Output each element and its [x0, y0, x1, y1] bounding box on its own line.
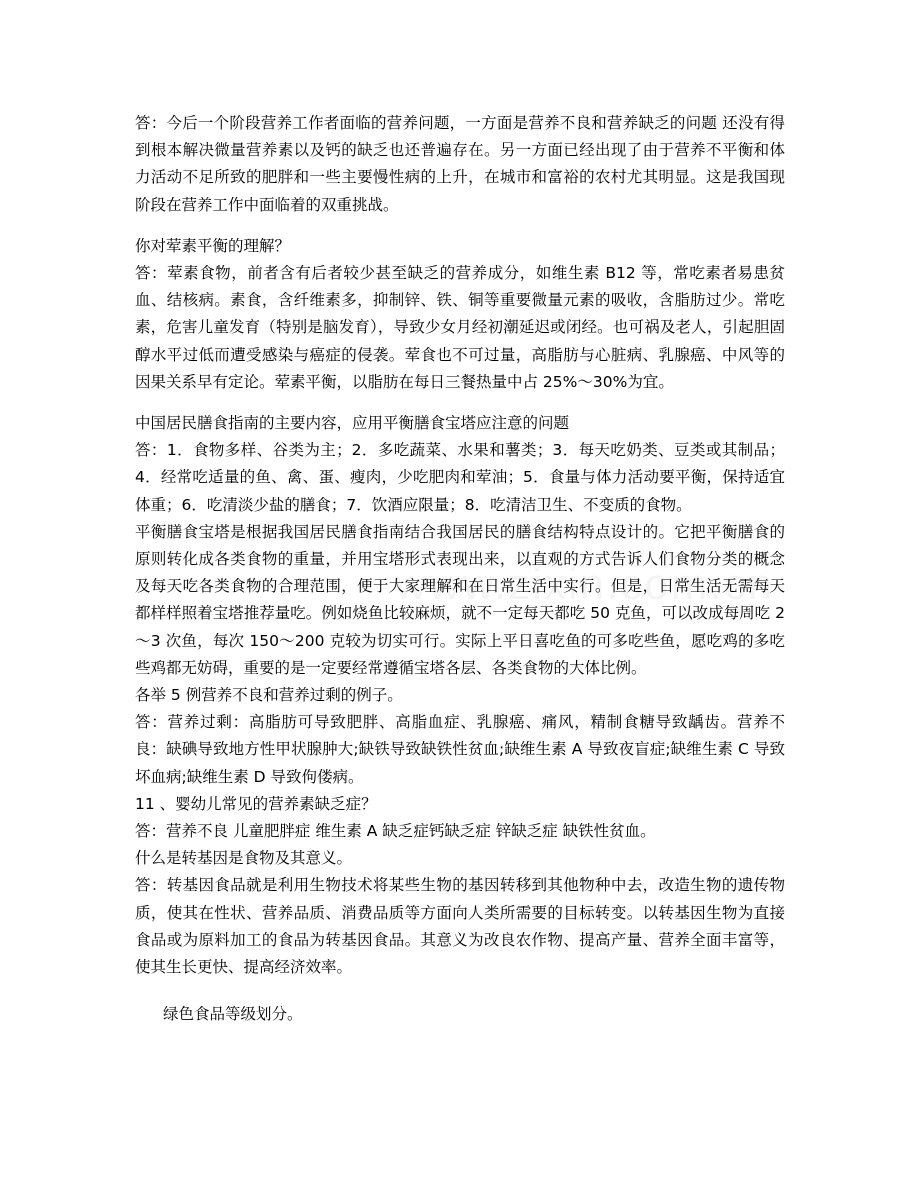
question-infant-deficiency: 11 、婴幼儿常见的营养素缺乏症？ — [135, 794, 377, 813]
answer-malnutrition-examples: 答：营养过剩：高脂肪可导致肥胖、高脂血症、乳腺癌、痛风，精制食糖导致龋齿。营养不良：缺碘导致地方性甲状腺肿大;缺铁导致缺铁性贫血;缺维生素 A 导致夜盲症;缺维生素 C 导致坏血病;缺维生素 D 导致佝偻病。 — [135, 713, 785, 786]
answer-meat-veg-balance: 答：荤素食物，前者含有后者较少甚至缺乏的营养成分，如维生素 B12 等，常吃素者易患贫血、结核病。素食，含纤维素多，抑制锌、铁、铜等重要微量元素的吸收，含脂肪过少。常吃素，危害儿童发育（特别是脑发育），导致少女月经初潮延迟或闭经。也可祸及老人，引起胆固醇水平过低而遭受感染与癌症的侵袭。荤食也不可过量，高脂肪与心脏病、乳腺癌、中风等的因果关系早有定论。荤素平衡，以脂肪在每日三餐热量中占 25%～30%为宜。 — [135, 264, 785, 391]
answer-dual-challenge: 答：今后一个阶段营养工作者面临的营养问题，一方面是营养不良和营养缺乏的问题 还没有得到根本解决微量营养素以及钙的缺乏也还普遍存在。另一方面已经出现了由于营养不平衡和体力活动不足所致的肥胖和一些主要慢性病的上升，在城市和富裕的农村尤其明显。这是我国现阶段在营养工作中面临着的双重挑战。 — [135, 114, 785, 214]
question-gmo-food: 什么是转基因是食物及其意义。 — [135, 849, 353, 868]
document-body — [135, 110, 785, 1029]
answer-dietary-guidelines: 答：1．食物多样、谷类为主；2．多吃蔬菜、水果和薯类；3．每天吃奶类、豆类或其制品；4．经常吃适量的鱼、禽、蛋、瘦肉，少吃肥肉和荤油；5．食量与体力活动要平衡，保持适宜体重；6．吃清淡少盐的膳食；7．饮酒应限量；8．吃清洁卫生、不变质的食物。 — [135, 441, 785, 514]
question-malnutrition-examples: 各举 5 例营养不良和营养过剩的例子。 — [135, 686, 403, 705]
answer-infant-deficiency: 答：营养不良 儿童肥胖症 维生素 A 缺乏症钙缺乏症 锌缺乏症 缺铁性贫血。 — [135, 822, 656, 841]
heading-green-food-grades: 绿色食品等级划分。 — [163, 1005, 303, 1024]
answer-gmo-food: 答：转基因食品就是利用生物技术将某些生物的基因转移到其他物种中去，改造生物的遗传物质，使其在性状、营养品质、消费品质等方面向人类所需要的目标转变。以转基因生物为直接食品或为原料加工的食品为转基因食品。其意义为改良农作物、提高产量、营养全面丰富等，使其生长更快、提高经济效率。 — [135, 876, 785, 977]
question-meat-veg-balance: 你对荤素平衡的理解？ — [135, 236, 291, 255]
question-dietary-guidelines: 中国居民膳食指南的主要内容，应用平衡膳食宝塔应注意的问题 — [135, 414, 570, 433]
paragraph-food-pagoda: 平衡膳食宝塔是根据我国居民膳食指南结合我国居民的膳食结构特点设计的。它把平衡膳食的原则转化成各类食物的重量，并用宝塔形式表现出来，以直观的方式告诉人们食物分类的概念及每天吃各类食物的合理范围，便于大家理解和在日常生活中实行。但是，日常生活无需每天都样样照着宝塔推荐量吃。例如烧鱼比较麻烦，就不一定每天都吃 50 克鱼，可以改成每周吃 2～3 次鱼，每次 150～200 克较为切实可行。实际上平日喜吃鱼的可多吃些鱼，愿吃鸡的多吃些鸡都无妨碍，重要的是一定要经常遵循宝塔各层、各类食物的大体比例。 — [135, 522, 785, 677]
